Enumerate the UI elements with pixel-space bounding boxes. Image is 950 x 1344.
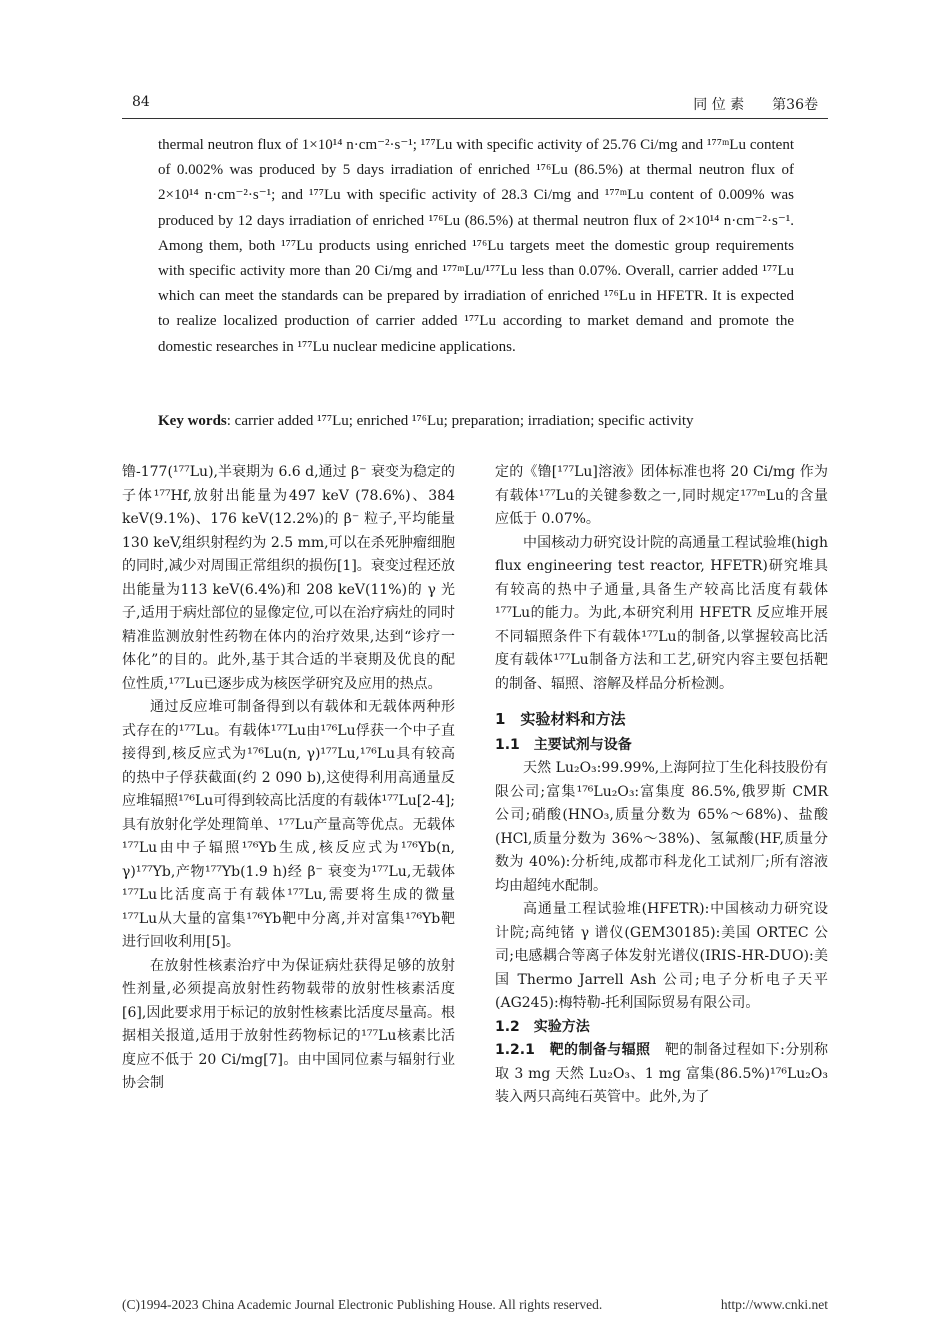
keywords-label: Key words <box>158 413 227 429</box>
reagents-paragraph: 天然 Lu₂O₃:99.99%,上海阿拉丁生化科技股份有限公司;富集¹⁷⁶Lu₂O₃:富集度 86.5%,俄罗斯 CMR 公司;硝酸(HNO₃,质量分数为 65%～68%)、盐酸(HCl,质量分数为 36%～38%)、氢氟酸(HF,质量分数为 40%):分析纯,成都市科龙化工试剂厂;所有溶液均由超纯水配制。 <box>495 760 828 894</box>
left-column <box>122 461 455 1096</box>
method-text: 靶的制备过程如下:分别称取 3 mg 天然 Lu₂O₃、1 mg 富集(86.5%)¹⁷⁶Lu₂O₃装入两只高纯石英管中。此外,为了 <box>495 1042 828 1105</box>
abstract-text: thermal neutron flux of 1×10¹⁴ n·cm⁻²·s⁻¹; ¹⁷⁷Lu with specific activity of 25.76 Ci/mg and ¹⁷⁷ᵐLu content of 0.002% was produced by 5 days irradiation of enriched ¹⁷⁶Lu (86.5%) at thermal neutron flux of 2×10¹⁴ n·cm⁻²·s⁻¹; and ¹⁷⁷Lu with specific activity of 28.3 Ci/mg and ¹⁷⁷ᵐLu content of 0.009% was produced by 12 days irradiation of enriched ¹⁷⁶Lu (86.5%) at thermal neutron flux of 2×10¹⁴ n·cm⁻²·s⁻¹. Among them, both ¹⁷⁷Lu products using enriched ¹⁷⁶Lu targets meet the domestic group requirements with specific activity more than 20 Ci/mg and ¹⁷⁷ᵐLu/¹⁷⁷Lu less than 0.07%. Overall, carrier added ¹⁷⁷Lu which can meet the standards can be prepared by irradiation of enriched ¹⁷⁶Lu in HFETR. It is expected to realize localized production of carrier added ¹⁷⁷Lu according to market demand and promote the domestic researches in ¹⁷⁷Lu nuclear medicine applications. <box>158 137 794 355</box>
section-heading-1: 1 实验材料和方法 <box>495 710 626 728</box>
intro-paragraph-3: 在放射性核素治疗中为保证病灶获得足够的放射性剂量,必须提高放射性药物载带的放射性核素活度[6],因此要求用于标记的放射性核素比活度尽量高。根据相关报道,适用于放射性药物标记的¹⁷⁷Lu核素比活度应不低于 20 Ci/mg[7]。由中国同位素与辐射行业协会制 <box>122 957 455 1091</box>
english-abstract <box>158 133 794 360</box>
cnki-link[interactable]: http://www.cnki.net <box>720 1297 828 1312</box>
equipment-paragraph: 高通量工程试验堆(HFETR):中国核动力研究设计院;高纯锗 γ 谱仪(GEM30185):美国 ORTEC 公司;电感耦合等离子体发射光谱仪(IRIS-HR-DUO):美国 Thermo Jarrell Ash 公司;电子分析电子天平(AG245):梅特勒-托利国际贸易有限公司。 <box>495 901 828 1011</box>
intro-paragraph-2: 通过反应堆可制备得到以有载体和无载体两种形式存在的¹⁷⁷Lu。有载体¹⁷⁷Lu由¹⁷⁶Lu俘获一个中子直接得到,核反应式为¹⁷⁶Lu(n, γ)¹⁷⁷Lu,¹⁷⁶Lu具有较高的热中子俘获截面(约 2 090 b),这使得利用高通量反应堆辐照¹⁷⁶Lu可得到较高比活度的有载体¹⁷⁷Lu[2-4];具有放射化学处理简单、¹⁷⁷Lu产量高等优点。无载体¹⁷⁷Lu由中子辐照¹⁷⁶Yb生成,核反应式为¹⁷⁶Yb(n, γ)¹⁷⁷Yb,产物¹⁷⁷Yb(1.9 h)经 β⁻ 衰变为¹⁷⁷Lu,无载体¹⁷⁷Lu比活度高于有载体¹⁷⁷Lu,需要将生成的微量¹⁷⁷Lu从大量的富集¹⁷⁶Yb靶中分离,并对富集¹⁷⁶Yb靶进行回收利用[5]。 <box>122 699 455 950</box>
section-heading-1-1: 1.1 主要试剂与设备 <box>495 736 632 753</box>
section-heading-1-2: 1.2 实验方法 <box>495 1018 590 1035</box>
page-header <box>122 94 828 119</box>
page-footer <box>122 1297 828 1313</box>
right-column <box>495 461 828 1110</box>
intro-paragraph-4: 定的《镥[¹⁷⁷Lu]溶液》团体标准也将 20 Ci/mg 作为有载体¹⁷⁷Lu的关键参数之一,同时规定¹⁷⁷ᵐLu的含量应低于 0.07%。 <box>495 464 828 527</box>
intro-paragraph-5: 中国核动力研究设计院的高通量工程试验堆(high flux engineering test reactor, HFETR)研究堆具有较高的热中子通量,具备生产较高比活度有载体¹⁷⁷Lu的能力。为此,本研究利用 HFETR 反应堆开展不同辐照条件下有载体¹⁷⁷Lu的制备,以掌握较高比活度有载体¹⁷⁷Lu制备方法和工艺,研究内容主要包括靶的制备、辐照、溶解及样品分析检测。 <box>495 534 828 692</box>
keywords-line <box>158 409 794 434</box>
section-heading-1-2-1: 1.2.1 靶的制备与辐照 <box>495 1042 651 1058</box>
intro-paragraph-1: 镥-177(¹⁷⁷Lu),半衰期为 6.6 d,通过 β⁻ 衰变为稳定的子体¹⁷⁷Hf,放射出能量为497 keV (78.6%)、384 keV(9.1%)、176 keV(12.2%)的 β⁻ 粒子,平均能量 130 keV,组织射程约为 2.5 mm,可以在杀死肿瘤细胞的同时,减少对周围正常组织的损伤[1]。衰变过程还放出能量为113 keV(6.4%)和 208 keV(11%)的 γ 光子,适用于病灶部位的显像定位,可以在治疗病灶的同时精准监测放射性药物在体内的治疗效果,达到“诊疗一体化”的目的。此外,基于其合适的半衰期及优良的配位性质,¹⁷⁷Lu已逐步成为核医学研究及应用的热点。 <box>122 464 455 692</box>
keywords-text: : carrier added ¹⁷⁷Lu; enriched ¹⁷⁶Lu; preparation; irradiation; specific activity <box>226 413 694 429</box>
copyright-notice: (C)1994-2023 China Academic Journal Electronic Publishing House. All rights reserved. <box>122 1297 603 1312</box>
journal-running-head: 同 位 素 第36卷 <box>693 97 818 113</box>
page-number: 84 <box>132 94 150 110</box>
method-paragraph <box>495 1039 828 1110</box>
